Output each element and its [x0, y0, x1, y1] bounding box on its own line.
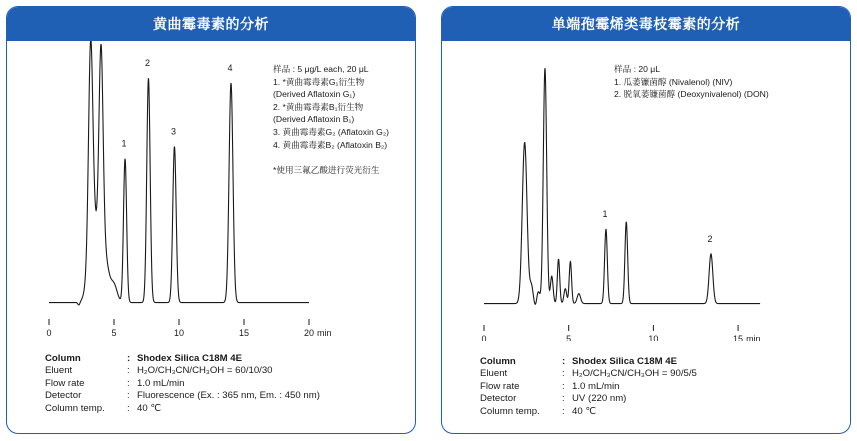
- condition-row: [45, 403, 320, 415]
- sample-notes: [273, 63, 389, 176]
- condition-key: Flow rate: [45, 377, 85, 389]
- peak-label: 3: [170, 126, 176, 137]
- condition-sep: :: [562, 393, 565, 405]
- condition-value: 40 ℃: [137, 402, 162, 414]
- sample-note-line: *使用三氟乙酸进行荧光衍生: [273, 164, 380, 175]
- peak-label: 4: [227, 62, 233, 73]
- peak-label: 2: [144, 58, 150, 69]
- sample-note-line: [273, 151, 389, 164]
- x-tick-label: 0: [46, 328, 52, 338]
- x-axis-unit: min: [317, 328, 332, 338]
- condition-key: Column: [45, 353, 81, 364]
- chromatogram-trace: [49, 41, 309, 305]
- condition-sep: :: [127, 353, 131, 364]
- sample-note-line: 4. 黄曲霉毒素B₂ (Aflatoxin B₂): [273, 139, 388, 150]
- condition-row: [45, 353, 320, 365]
- condition-row: [480, 381, 697, 393]
- condition-key: Column temp.: [480, 405, 540, 417]
- condition-value: 1.0 mL/min: [137, 377, 185, 389]
- peak-label: 1: [121, 138, 127, 149]
- conditions-table: [45, 353, 320, 415]
- condition-sep: :: [127, 365, 130, 377]
- condition-sep: :: [562, 380, 565, 392]
- condition-value: Shodex Silica C18M 4E: [572, 356, 678, 367]
- x-tick-label: 15: [733, 334, 744, 341]
- condition-row: [480, 406, 697, 418]
- condition-sep: :: [562, 368, 565, 380]
- condition-value: H₂O/CH₃CN/CH₃OH = 90/5/5: [572, 368, 697, 380]
- panel-title: 黄曲霉毒素的分析: [153, 17, 269, 33]
- condition-value: Fluorescence (Ex. : 365 nm, Em. : 450 nm): [137, 390, 320, 402]
- condition-value: H₂O/CH₃CN/CH₃OH = 60/10/30: [137, 365, 273, 377]
- x-axis-unit: min: [746, 334, 761, 341]
- condition-row: [45, 378, 320, 390]
- condition-key: Detector: [480, 393, 517, 405]
- condition-sep: :: [127, 377, 130, 389]
- sample-note-line: (Derived Aflatoxin B₁): [273, 114, 355, 125]
- sample-notes: [614, 63, 769, 101]
- sample-note-line: 2. *黄曲霉毒素B₁衍生物: [273, 101, 364, 112]
- chromatogram-trace: [484, 68, 760, 304]
- sample-note-line: 1. *黄曲霉毒素G₁衍生物: [273, 76, 365, 87]
- condition-sep: :: [127, 390, 130, 402]
- condition-row: [480, 393, 697, 405]
- sample-note-line: 3. 黄曲霉毒素G₂ (Aflatoxin G₂): [273, 126, 390, 137]
- peak-label: 2: [707, 233, 713, 244]
- panel-header: [7, 7, 415, 41]
- condition-key: Column temp.: [45, 402, 105, 414]
- condition-key: Eluent: [45, 365, 73, 377]
- panel-header: [442, 7, 850, 41]
- condition-value: 40 ℃: [572, 405, 597, 417]
- x-tick-label: 5: [566, 334, 572, 341]
- condition-row: [45, 365, 320, 377]
- x-tick-label: 0: [481, 334, 487, 341]
- condition-key: Column: [480, 356, 516, 367]
- trichothecene-panel: [441, 6, 851, 434]
- panel-title: 单端孢霉烯类毒枝霉素的分析: [551, 17, 741, 33]
- condition-key: Flow rate: [480, 380, 520, 392]
- condition-value: UV (220 nm): [572, 393, 627, 405]
- sample-note-line: 1. 瓜萎镰菌醇 (Nivalenol) (NIV): [614, 76, 733, 87]
- x-tick-label: 10: [173, 328, 185, 338]
- sample-note-line: 样品 : 20 μL: [614, 64, 661, 74]
- x-tick-label: 5: [111, 328, 117, 338]
- condition-row: [45, 390, 320, 402]
- condition-sep: :: [562, 356, 566, 367]
- conditions-table: [480, 356, 697, 418]
- sample-note-line: 样品 : 5 μg/L each, 20 μL: [273, 64, 369, 74]
- condition-row: [480, 356, 697, 368]
- condition-value: Shodex Silica C18M 4E: [137, 353, 243, 364]
- sample-note-line: (Derived Aflatoxin G₁): [273, 89, 356, 100]
- x-tick-label: 15: [238, 328, 250, 338]
- x-tick-label: 10: [648, 334, 659, 341]
- aflatoxin-panel: [6, 6, 416, 434]
- condition-key: Eluent: [480, 368, 508, 380]
- sample-note-line: 2. 脱氧萎镰菌醇 (Deoxynivalenol) (DON): [614, 89, 769, 100]
- condition-value: 1.0 mL/min: [572, 380, 620, 392]
- condition-row: [480, 368, 697, 380]
- condition-sep: :: [562, 405, 565, 417]
- x-tick-label: 20: [303, 328, 315, 338]
- condition-sep: :: [127, 402, 130, 414]
- peak-label: 1: [602, 209, 608, 220]
- condition-key: Detector: [45, 390, 82, 402]
